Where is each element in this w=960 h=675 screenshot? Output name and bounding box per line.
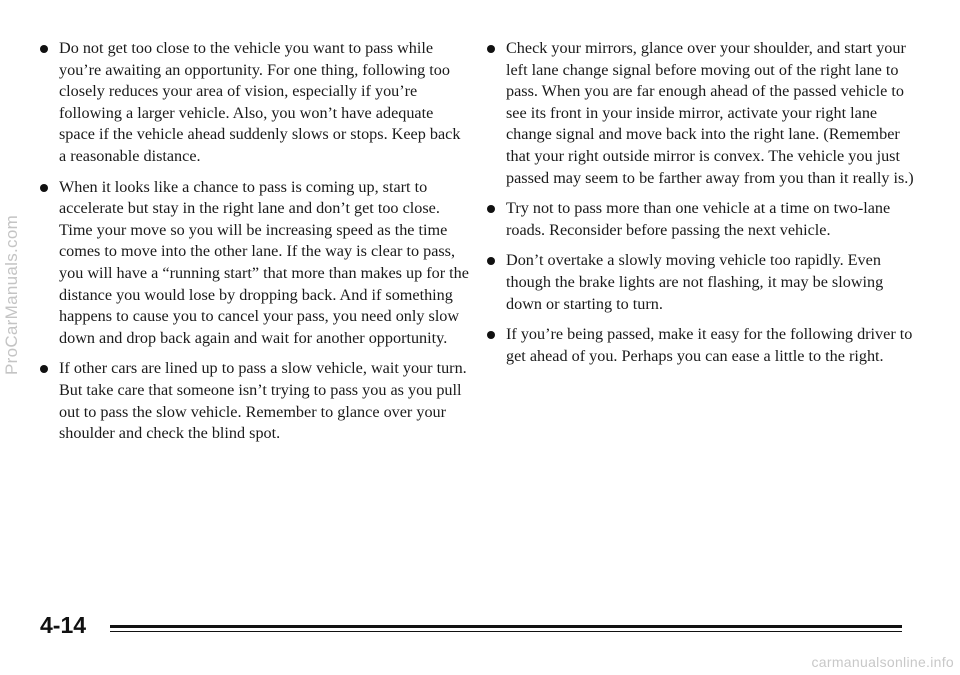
bullet-text: Don’t overtake a slowly moving vehicle too rapidly. Even though the brake lights are not flashing, it may be slowing down or starting to turn. [506, 251, 884, 313]
bullet-dot-icon [40, 184, 48, 192]
bullet-dot-icon [487, 257, 495, 265]
bullet-text: When it looks like a chance to pass is coming up, start to accelerate but stay in the right lane and don’t get too close. Time your move so you will be increasing speed as the time comes to move into the other lane. If the way is clear to pass, you will have a “running start” that more than makes up for the distance you would lose by dropping back. And if something happens to cause you to cancel your pass, you need only slow down and drop back again and wait for another opportunity. [59, 177, 469, 347]
bullet-item [40, 38, 470, 168]
bullet-text: If other cars are lined up to pass a slow vehicle, wait your turn. But take care that someone isn’t trying to pass you as you pull out to pass the slow vehicle. Remember to glance over your shoulder and check the blind spot. [59, 359, 467, 443]
bullet-dot-icon [487, 45, 495, 53]
bullet-item [487, 250, 915, 315]
bullet-text: If you’re being passed, make it easy for the following driver to get ahead of you. Perhaps you can ease a little to the right. [506, 325, 913, 365]
bullet-text: Do not get too close to the vehicle you want to pass while you’re awaiting an opportunity. For one thing, following too closely reduces your area of vision, especially if you’re following a larger vehicle. Also, you won’t have adequate space if the vehicle ahead suddenly slows or stops. Keep back a reasonable distance. [59, 39, 461, 165]
bullet-dot-icon [487, 331, 495, 339]
bullet-item [487, 324, 915, 367]
bullet-item [40, 177, 470, 350]
footer-rule [110, 625, 902, 628]
page-footer [40, 612, 902, 648]
bullet-dot-icon [40, 365, 48, 373]
bullet-text: Check your mirrors, glance over your shoulder, and start your left lane change signal before moving out of the right lane to pass. When you are far enough ahead of the passed vehicle to see its front in your inside mirror, activate your right lane change signal and move back into the right lane. (Remember that your right outside mirror is convex. The vehicle you just passed may seem to be farther away from you than it really is.) [506, 39, 914, 187]
right-column [487, 38, 915, 376]
side-watermark: ProCarManuals.com [2, 214, 21, 376]
footer-rule-thin [110, 631, 902, 632]
bullet-dot-icon [487, 205, 495, 213]
bullet-text: Try not to pass more than one vehicle at a time on two-lane roads. Reconsider before passing the next vehicle. [506, 199, 891, 239]
bullet-item [487, 38, 915, 189]
bullet-item [487, 198, 915, 241]
bottom-watermark: carmanualsonline.info [811, 654, 954, 670]
bullet-dot-icon [40, 45, 48, 53]
left-column [40, 38, 470, 454]
page-number: 4-14 [40, 612, 87, 638]
bullet-item [40, 358, 470, 444]
